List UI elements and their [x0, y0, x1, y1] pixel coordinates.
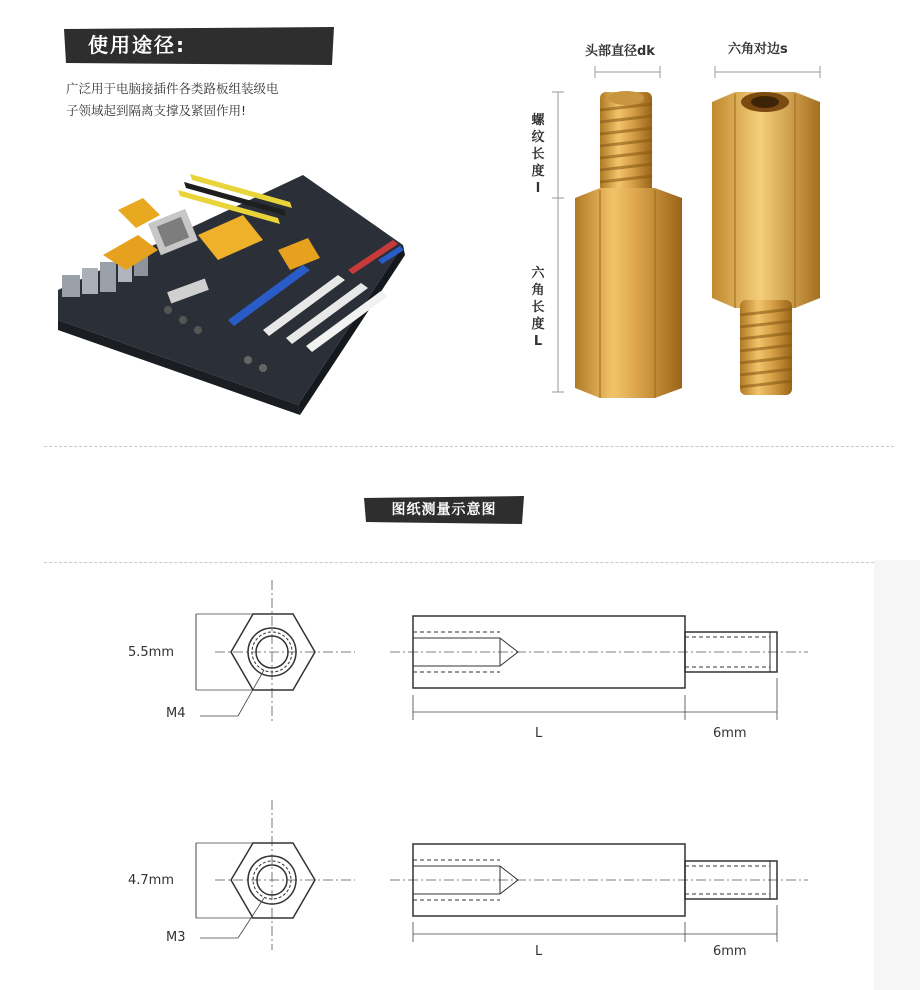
usage-title: 使用途径:: [88, 33, 186, 57]
usage-description-line-2: 子领域起到隔离支撑及紧固作用!: [66, 103, 247, 118]
row1-length-label: L: [535, 726, 543, 741]
thread-length-label: 螺纹长度l: [531, 113, 545, 196]
row2-thread-label: M3: [166, 930, 186, 945]
row2-stud-label: 6mm: [713, 944, 747, 959]
motherboard-image: [48, 170, 408, 420]
technical-drawing: [0, 560, 900, 990]
section-divider: [44, 446, 894, 447]
row1-width-label: 5.5mm: [128, 645, 175, 660]
row2-length-label: L: [535, 944, 543, 959]
hex-length-label: 六角长度L: [531, 266, 545, 349]
usage-description: [66, 78, 336, 122]
row1-thread-label: M4: [166, 706, 186, 721]
hex-across-flats-label: 六角对边s: [728, 42, 788, 57]
head-diameter-label: 头部直径dk: [585, 44, 655, 59]
row1-stud-label: 6mm: [713, 726, 747, 741]
usage-description-line-1: 广泛用于电脑接插件各类路板组装级电: [66, 81, 279, 96]
row2-width-label: 4.7mm: [128, 873, 175, 888]
brass-standoff-photo: [520, 30, 840, 410]
drawing-title: 图纸测量示意图: [391, 502, 497, 518]
drawing-row-m4: [196, 580, 808, 722]
drawing-row-m3: [196, 800, 808, 950]
